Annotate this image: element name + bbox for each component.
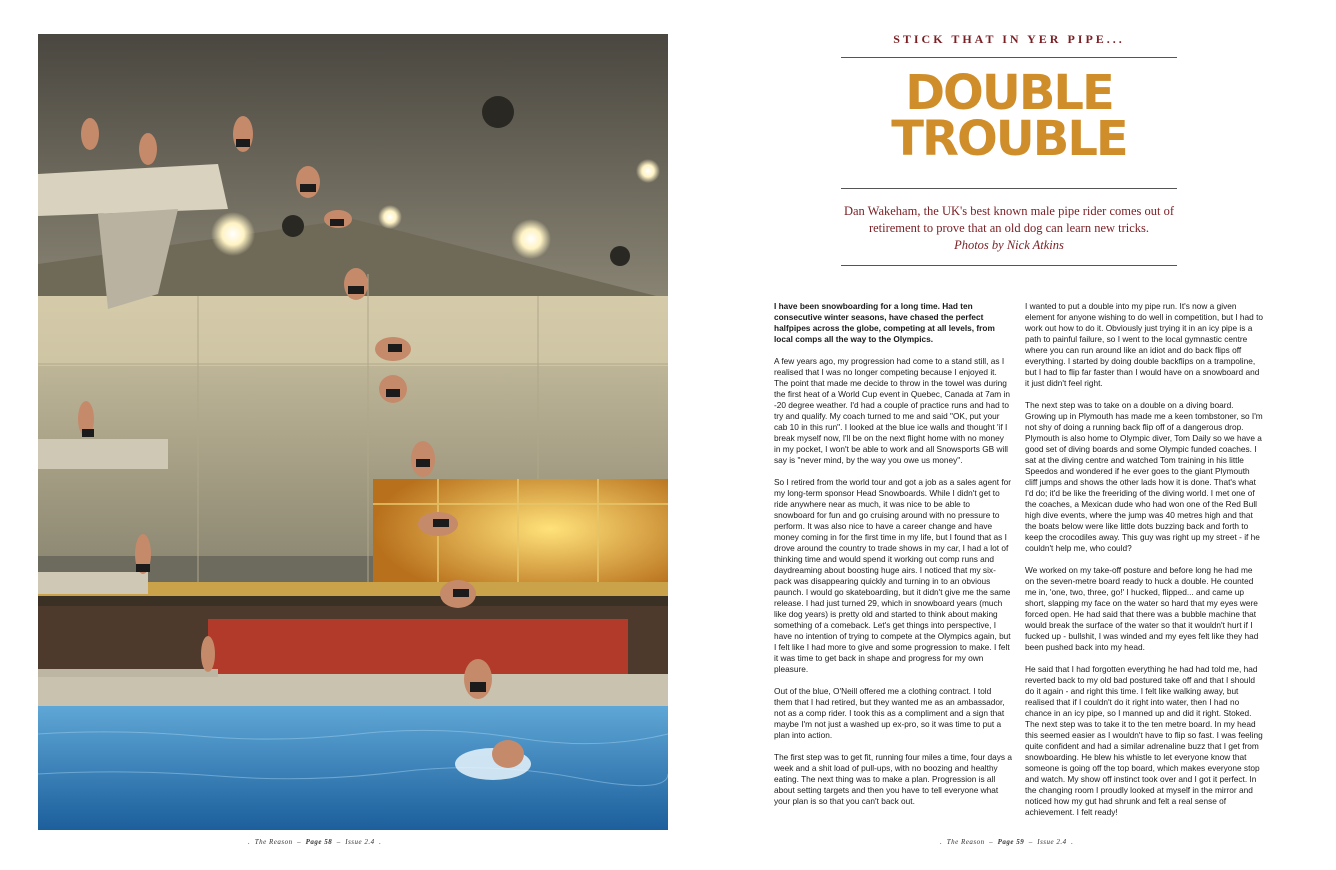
- body-paragraph: I wanted to put a double into my pipe run. It's now a given element for anyone wishing to do well in competition, but I had to work out how to do it. Obviously just trying it in an icy pipe is a path to painful failure, so I went to the local gymnastic centre where you can run around like an idiot and do back flips off everything. I started by doing double backflips on a trampoline, but I had to flip far faster than I would have on a snowboard and it just didn't feel right.: [1025, 301, 1263, 388]
- divider-bottom: [841, 265, 1177, 266]
- divider-top: [841, 57, 1177, 58]
- folio-brand: The Reason: [254, 838, 293, 846]
- folio-right: . The Reason – Page 59 – Issue 2.4 .: [940, 838, 1074, 846]
- folio-issue: Issue 2.4: [1037, 838, 1067, 846]
- body-paragraph: So I retired from the world tour and got a job as a sales agent for my long-term sponsor Head Snowboards. While I didn't get to ride anywhere near as much, it was nice to be able to snowboard for fun and go cruising around with no pressure to perform. It was also nice to have a career change and have money coming in for the first time in my life, but I found that as I drove around the country to trade shows in my car, I had a lot of thinking time and would spend it working out comp runs and daydreaming about boosting huge airs. I noticed that my six-pack was disappearing quickly and turning in to an obvious paunch. I would go skateboarding, but it didn't give me the same release. I had just turned 29, which in snowboard years (much like dog years) is pretty old and started to think about making something of a comeback. Let's get things into perspective, I have no intention of trying to compete at the Olympics again, but I felt like I had more to give and some progression to make. I felt it was time to get back in shape and progress for my own pleasure.: [774, 477, 1012, 674]
- folio-left: . The Reason – Page 58 – Issue 2.4 .: [248, 838, 382, 846]
- body-paragraph: We worked on my take-off posture and before long he had me on the seven-metre board ready to huck a double. He counted me in, 'one, two, three, go!' I hucked, flipped... and came up short, slapping my face on the water so hard that my eyes were forced open. He had said that there was a bubble machine that would break the surface of the water so that it wouldn't hurt if I fucked up - bullshit, I was winded and my eyes felt like they had been pushed back into my head.: [1025, 565, 1259, 652]
- standfirst-text: Dan Wakeham, the UK's best known male pipe rider comes out of retirement to prove that an old dog can learn new tricks.: [843, 204, 1175, 235]
- photo-illustration: [38, 34, 668, 830]
- body-paragraph: The next step was to take on a double on a diving board. Growing up in Plymouth has made me a keen tombstoner, so I'm not shy of doing a running back flip off of a dangerous drop. Plymouth is also home to Olympic diver, Tom Daily so we have a good set of diving boards and some Olympic funded coaches. I sat at the diving centre and watched Tom training in his little Speedos and wondered if he ever goes to the giant Plymouth cliff jumps and shows the other lads how it is done. That's what I'd do; it'd be like the freeriding of the diving world. I met one of the coaches, a Mexican dude who had won one of the Red Bull high dive events, where the jump was 40 metres high and that the boats below were like little dots buzzing back and forth to keep the crocodiles away. This guy was right up my street - if he couldn't help me, who could?: [1025, 400, 1263, 553]
- article-standfirst: [841, 203, 1177, 254]
- folio-page: Page 58: [305, 838, 333, 846]
- photo-credit: Photos by Nick Atkins: [954, 238, 1064, 252]
- body-paragraph: A few years ago, my progression had come to a stand still, as I realised that I was no longer competing because I enjoyed it. The point that made me decide to throw in the towel was during the first heat of a World Cup event in Quebec, Canada at 7am in -20 degree weather. I'd had a couple of practice runs and had to try and qualify. My coach turned to me and said "OK, put your cab 10 in this run". I looked at the blue ice walls and thought 'if I break myself now, I'll be on the next flight home with no money in my pocket, I won't be able to work and all Snowsports GB will say is "never mind, by the way you owe us money".: [774, 356, 1010, 465]
- divider-middle: [841, 188, 1177, 189]
- title-line-2: TROUBLE: [891, 111, 1127, 167]
- title-line-1: DOUBLE: [905, 65, 1113, 121]
- lead-paragraph: I have been snowboarding for a long time. Had ten consecutive winter seasons, have chased the perfect halfpipes across the globe, competing at all levels, from local comps all the way to the Olympics.: [774, 301, 995, 344]
- folio-page: Page 59: [997, 838, 1025, 846]
- body-column-left: [774, 301, 1012, 818]
- article-kicker: STICK THAT IN YER PIPE...: [893, 32, 1125, 46]
- folio-issue: Issue 2.4: [345, 838, 375, 846]
- diving-sequence-photo: [38, 34, 668, 830]
- body-paragraph: Out of the blue, O'Neill offered me a clothing contract. I told them that I had retired, but they wanted me as an ambassador, not as a comp rider. I took this as a compliment and a sign that maybe I'm not just a washed up ex-pro, so it was time to put a plan into action.: [774, 686, 1005, 740]
- body-paragraph: He said that I had forgotten everything he had had told me, had reverted back to my old bad postured take off and that I should do it again - and right this time. I felt like walking away, but realised that if I couldn't do it right into water, then I had no chance in an icy pipe, so I manned up and did it right. Stoked. The next step was to take it to the ten metre board. In my head this seemed easier as I wouldn't have to flip so fast. I was feeling quite confident and had a similar adrenaline buzz that I get from snowboarding. He blew his whistle to let everyone know that someone is going off the top board, which makes everyone stop and watch. My show off instinct took over and I got it perfect. In the changing room I proudly looked at myself in the mirror and noticed how my gut had shrunk and felt a real sense of achievement. I felt ready!: [1025, 664, 1263, 817]
- body-paragraph: The first step was to get fit, running four miles a time, four days a week and a shit load of pull-ups, with no boozing and healthy eating. The next thing was to make a plan. Progression is all about setting targets and then you have to tell everyone what your plan is so that you can't back out.: [774, 752, 1012, 806]
- body-column-right: [1025, 301, 1263, 829]
- folio-brand: The Reason: [946, 838, 985, 846]
- article-title: [841, 65, 1177, 167]
